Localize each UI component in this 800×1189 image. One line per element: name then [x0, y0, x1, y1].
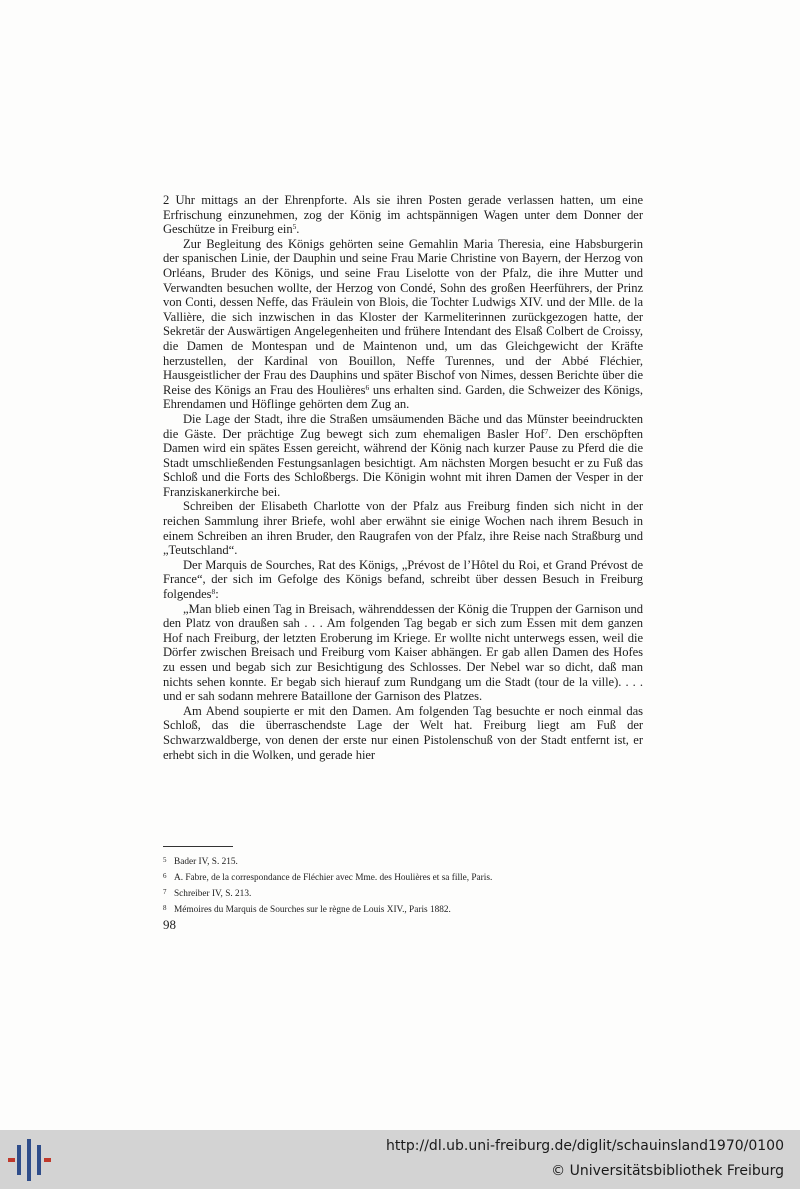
footnote — [163, 853, 643, 869]
footnote-number: 7 — [163, 888, 167, 897]
text-run: . Den erschöpften Damen wird ein spätes Essen gereicht, während der König nach kurzer Pause zu Pferd die die Stadt umschließenden Festungsanlagen besichtigt. Am nächsten Morgen besucht er zu Fuß das Schloß und die Forts des Schloßbergs. Die Königin wohnt mit ihren Damen der Vesper in der Franziskanerkirche bei. — [163, 426, 643, 499]
footnote — [163, 885, 643, 901]
page-number: 98 — [163, 917, 176, 932]
footnote-text: Bader IV, S. 215. — [174, 857, 238, 867]
footnote-marker: 7 — [544, 426, 549, 436]
footnote-marker: 8 — [211, 587, 216, 597]
footnote-text: Schreiber IV, S. 213. — [174, 889, 252, 900]
footnote — [163, 869, 643, 885]
footnote-marker: 5 — [292, 222, 297, 232]
body-paragraph — [163, 237, 643, 412]
footnote-number: 6 — [163, 872, 167, 881]
copyright-text: © Universitätsbibliothek Freiburg — [551, 1163, 784, 1179]
body-paragraph — [163, 704, 643, 762]
footnote-separator — [163, 846, 233, 847]
text-run: Schreiben der Elisabeth Charlotte von der Pfalz aus Freiburg finden sich nicht in der reichen Sammlung ihrer Briefe, wohl aber erwähnt sie einige Wochen nach ihrem Besuch in einem Schreiben an ihren Bruder, den Raugrafen von der Pfalz, ihre Reise nach Straßburg und „Teutschland“. — [163, 499, 643, 558]
footnote — [163, 901, 643, 917]
footnote-text: A. Fabre, de la correspondance de Fléchier avec Mme. des Houlières et sa fille, Paris. — [174, 873, 493, 884]
body-paragraph — [163, 558, 643, 602]
text-run: Am Abend soupierte er mit den Damen. Am folgenden Tag besuchte er noch einmal das Schloß, das die überraschendste Lage der Welt hat. Freiburg liegt am Fuß der Schwarzwaldberge, von denen der erste nur einen Pistolenschuß von der Stadt entfernt ist, er erhebt sich in die Wolken, und gerade hier — [163, 703, 643, 762]
text-run: 2 Uhr mittags an der Ehrenpforte. Als sie ihren Posten gerade verlassen hatten, um eine Erfrischung einzunehmen, zog der König im achtspännigen Wagen unter dem Donner der Geschütze in Freiburg ein — [163, 193, 643, 237]
body-paragraph — [163, 499, 643, 557]
footnote-text: Mémoires du Marquis de Sourches sur le règne de Louis XIV., Paris 1882. — [174, 905, 451, 916]
text-run: Zur Begleitung des Königs gehörten seine Gemahlin Maria Theresia, eine Habsburgerin der spanischen Linie, der Dauphin und seine Frau Marie Christine von Bayern, der Herzog von Orléans, Bruder des Königs, und seine Frau Liselotte von der Pfalz, die ihre Mutter und Verwandten besuchen wollte, der Herzog von Condé, Sohn des großen Heerführers, der Prinz von Conti, dessen Neffe, das Fräulein von Blois, die Tochter Ludwigs XIV. und der Mlle. de la Vallière, die sich inzwischen in das Kloster der Karmeliterinnen zurückgezogen hatte, der Sekretär der Auswärtigen Angelegenheiten und frühere Intendant des Elsaß Colbert de Croissy, die Damen de Montespan und de Maintenon und, um das Gleichgewicht der Kräfte herzustellen, der Kardinal von Bouillon, Neffe Turennes, und der Abbé Fléchier, Hausgeistlicher der Frau des Dauphins und später Bischof von Nimes, dessen Berichte über die Reise des Königs an Frau des Houlières — [163, 236, 643, 397]
text-run: : — [215, 587, 219, 602]
text-run: Der Marquis de Sourches, Rat des Königs, „Prévost de l’Hôtel du Roi, et Grand Prévost de France“, der sich im Gefolge des Königs befand, schreibt über dessen Besuch in Freiburg folgendes — [163, 557, 643, 602]
text-run: „Man blieb einen Tag in Breisach, währenddessen der König die Truppen der Garnison und den Platz von draußen sah . . . Am folgenden Tag begab er sich zum Essen mit dem ganzen Hof nach Freiburg, der letzten Eroberung im Kriege. Er wollte nicht unterwegs essen, weil die Dörfer zwischen Breisach und Freiburg vom Kaiser abhängen. Er gab allen Damen des Hofes zu essen und begab sich zur Besichtigung des Schlosses. Der Nebel war so dicht, daß man nichts sehen konnte. Er begab sich hierauf zum Rundgang um die Stadt (tour de la ville). . . . und er sah sodann mehrere Bataillone der Garnison des Platzes. — [163, 601, 643, 704]
text-run: Die Lage der Stadt, ihre die Straßen umsäumenden Bäche und das Münster beeindruckten die Gäste. Der prächtige Zug bewegt sich zum ehemaligen Basler Hof — [163, 411, 643, 441]
footnote-marker: 6 — [365, 382, 370, 392]
footnote-number: 8 — [163, 904, 167, 913]
footnote-number: 5 — [163, 856, 167, 864]
source-url-link[interactable]: http://dl.ub.uni-freiburg.de/diglit/schauinsland1970/0100 — [386, 1138, 784, 1154]
body-text — [163, 193, 643, 762]
footer-bar — [0, 1130, 800, 1189]
text-run: . — [296, 222, 300, 237]
footnotes — [163, 853, 643, 917]
text-run: uns erhalten sind. Garden, die Schweizer des Königs, Ehrendamen und Höflinge gehörten dem Zug an. — [163, 382, 643, 412]
ub-freiburg-logo-icon — [8, 1139, 52, 1181]
body-paragraph — [163, 602, 643, 704]
body-paragraph — [163, 412, 643, 500]
body-paragraph — [163, 193, 643, 237]
